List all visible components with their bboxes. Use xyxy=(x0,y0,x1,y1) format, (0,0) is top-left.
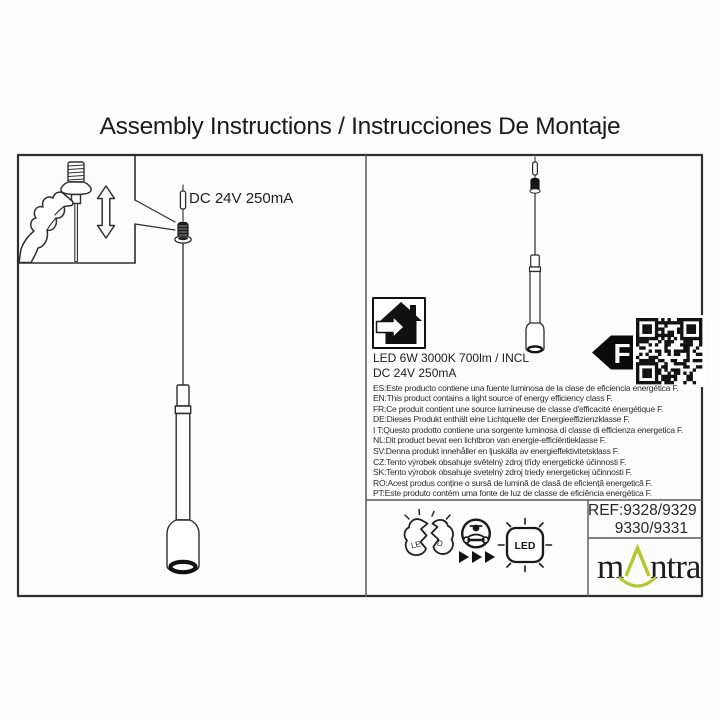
pendant-lamp-drawing-left xyxy=(167,185,199,573)
energy-note-line: SK:Tento výrobok obsahuje svetelný zdroj triedy energetickej účinnosti F. xyxy=(373,467,632,478)
lamp-spec-line1: LED 6W 3000K 700lm / INCL xyxy=(373,351,530,365)
qr-code xyxy=(633,315,705,387)
dc-plug xyxy=(180,185,185,209)
energy-note-line: DE:Dieses Produkt enthält eine Lichtquelle der Energieeffizienzklasse F. xyxy=(373,414,630,425)
replace-arrows-icon xyxy=(459,551,495,563)
lamp-tube xyxy=(175,385,190,520)
indoor-use-icon xyxy=(373,298,425,348)
energy-note-line: RO:Acest produs conține o sursă de lumină de clasă de eficiență energetică F. xyxy=(373,477,652,488)
broken-led-text-right: D xyxy=(436,538,444,549)
page-title: Assembly Instructions / Instrucciones De Montaje xyxy=(99,113,621,140)
broken-led-text-left: LE xyxy=(410,539,422,551)
lamp-spec-line2: DC 24V 250mA xyxy=(373,366,457,380)
ref-box xyxy=(588,502,697,537)
mantra-logo xyxy=(597,547,702,586)
energy-notes-block xyxy=(373,383,705,500)
screw-fitting-illustration xyxy=(61,162,91,262)
led-icon-text: LED xyxy=(514,540,536,552)
energy-note-line: CZ:Tento výrobek obsahuje světelný zdroj třídy energetické účinnosti F. xyxy=(373,456,627,467)
energy-note-line: ES:Este producto contiene una fuente luminosa de la clase de eficiencia energética F. xyxy=(373,382,679,393)
energy-note-line: PT:Este produto contém uma fonte de luz de classe de eficiência energética F. xyxy=(373,488,652,499)
mantra-logo-text-ntra: ntra xyxy=(650,547,701,586)
energy-note-line: SV:Denna produkt innehåller en ljuskälla av energieffektivitetsklass F. xyxy=(373,446,619,457)
energy-class-letter: F xyxy=(613,338,631,369)
energy-note-line: EN:This product contains a light source of energy efficiency class F. xyxy=(373,393,613,404)
technician-icon xyxy=(462,520,490,548)
energy-note-line: NL:Dit product bevat een lichtbron van energie-efficiëntieklasse F. xyxy=(373,435,606,446)
energy-note-line: I T:Questo prodotto contiene una sorgente luminosa di classe di efficienza energetica F. xyxy=(373,424,684,435)
hand-illustration xyxy=(19,192,73,262)
lamp-head xyxy=(167,520,199,573)
pendant-lamp-drawing-right xyxy=(526,157,544,352)
mantra-logo-text-m: m xyxy=(597,547,625,586)
ref-number-line2: 9330/9331 xyxy=(614,519,688,537)
mantra-logo-caret xyxy=(626,548,649,576)
adjustment-arrow-icon xyxy=(98,186,115,238)
ref-number-line1: REF:9328/9329 xyxy=(588,502,697,519)
cable-gripper xyxy=(175,223,191,244)
energy-note-line: FR:Ce produit contient une source lumineuse de classe d'efficacité énergétique F. xyxy=(373,403,664,414)
callout-lines xyxy=(135,200,175,230)
power-spec-callout: DC 24V 250mA xyxy=(189,190,294,207)
